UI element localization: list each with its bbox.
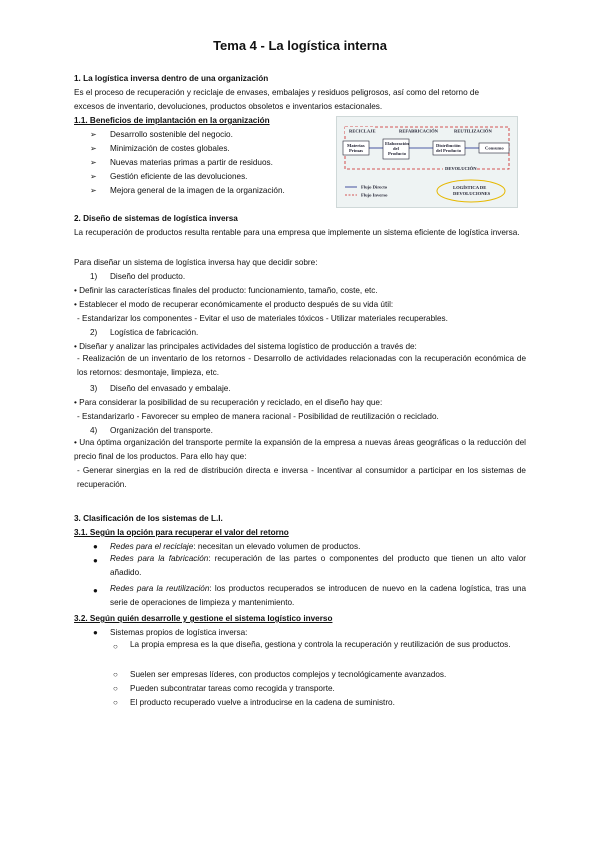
distribucion-label: Distribución <box>436 143 461 148</box>
section-1-heading: 1. La logística inversa dentro de una organización <box>74 74 269 83</box>
bullet-line: • Para considerar la posibilidad de su recuperación y reciclado, en el diseño hay que: <box>74 398 383 407</box>
sub-line: - Generar sinergias en la red de distribución directa e inversa - Incentivar al consumidor a participar en los sistemas de recuperación. <box>77 466 526 490</box>
consumo-label: Consumo <box>485 145 504 151</box>
arrow-bullet-icon: ➢ <box>90 172 97 181</box>
arrow-bullet-icon: ➢ <box>90 186 97 195</box>
section-1-para-line-2: excesos de inventario, devoluciones, productos obsoletos e inventarios estacionales. <box>74 102 383 111</box>
bullet-paragraph: • Una óptima organización del transporte permite la expansión de la empresa a nuevas áreas geográficas o la reducción del precio final de los productos. Para ello hay que: <box>74 438 526 462</box>
bullet-dot-icon: ● <box>93 628 98 637</box>
system-item: Sistemas propios de logística inversa: <box>110 628 248 637</box>
reutilizacion-label: REUTILIZACIÓN <box>454 128 492 134</box>
del-label: del <box>393 146 399 151</box>
legend-reverse: Flujo Inverso <box>361 192 388 198</box>
bullet-line: • Establecer el modo de recuperar económicamente el producto después de su vida útil: <box>74 300 394 309</box>
list-number: 1) <box>90 272 98 281</box>
sub-line: - Estandarizar los componentes - Evitar el uso de materiales tóxicos - Utilizar materiales recuperables. <box>77 314 448 323</box>
section-2-para-1: La recuperación de productos resulta rentable para una empresa que implemente un sistema eficiente de logística inversa. <box>74 228 520 237</box>
arrow-bullet-icon: ➢ <box>90 158 97 167</box>
section-2-heading: 2. Diseño de sistemas de logística inversa <box>74 214 238 223</box>
benefit-item: Gestión eficiente de las devoluciones. <box>110 172 248 181</box>
system-subitem: Pueden subcontratar tareas como recogida y transporte. <box>130 684 335 693</box>
sub-line: - Realización de un inventario de los retornos - Desarrollo de actividades relacionadas con la recuperación económica de los retornos: desmontaje, limpieza, etc. <box>77 354 526 378</box>
arrow-bullet-icon: ➢ <box>90 130 97 139</box>
reciclaje-label: RECICLAJE <box>349 128 376 134</box>
benefit-item: Nuevas materias primas a partir de residuos. <box>110 158 273 167</box>
refabricacion-label: REFABRICACIÓN <box>399 128 438 134</box>
section-2-para-2: Para diseñar un sistema de logística inversa hay que decidir sobre: <box>74 258 318 267</box>
benefit-item: Minimización de costes globales. <box>110 144 230 153</box>
reverse-logistics-diagram <box>336 116 518 208</box>
devoluciones-label: DEVOLUCIONES <box>453 191 491 196</box>
legend-direct: Flujo Directo <box>361 184 388 190</box>
del-producto-label: del Producto <box>436 148 462 153</box>
network-item: Redes para la fabricación: recuperación de las partes o componentes del producto que tienen un alto valor añadido. <box>110 554 526 578</box>
list-item-title: Organización del transporte. <box>110 426 213 435</box>
network-item: Redes para la reutilización: los productos recuperados se introducen de nuevo en la cadena logística, tras una serie de operaciones de limpieza y mantenimiento. <box>110 584 526 608</box>
list-number: 3) <box>90 384 98 393</box>
circle-bullet-icon: ○ <box>113 698 118 707</box>
arrow-bullet-icon: ➢ <box>90 144 97 153</box>
bullet-dot-icon: ● <box>93 542 98 551</box>
list-item-title: Logística de fabricación. <box>110 328 199 337</box>
materias-label: Materias <box>347 143 365 148</box>
circle-bullet-icon: ○ <box>113 670 118 679</box>
circle-bullet-icon: ○ <box>113 642 118 651</box>
primas-label: Primas <box>349 148 364 153</box>
circle-bullet-icon: ○ <box>113 684 118 693</box>
section-1-para-line-1: Es el proceso de recuperación y reciclaje de envases, embalajes y residuos peligrosos, así como del retorno de <box>74 88 480 97</box>
section-3-heading: 3. Clasificación de los sistemas de L.I. <box>74 514 223 523</box>
system-subitem: El producto recuperado vuelve a introducirse en la cadena de suministro. <box>130 698 395 707</box>
network-item: Redes para el reciclaje: necesitan un elevado volumen de productos. <box>110 542 361 551</box>
logistica-label: LOGÍSTICA DE <box>453 185 487 190</box>
subsection-3-2-heading: 3.2. Según quién desarrolle y gestione el sistema logístico inverso <box>74 614 333 623</box>
benefit-item: Mejora general de la imagen de la organización. <box>110 186 285 195</box>
elaboracion-label: Elaboración <box>385 141 409 146</box>
list-item-title: Diseño del envasado y embalaje. <box>110 384 231 393</box>
bullet-dot-icon: ● <box>93 556 98 565</box>
list-item-title: Diseño del producto. <box>110 272 186 281</box>
system-subitem: La propia empresa es la que diseña, gestiona y controla la recuperación y reutilización de sus productos. <box>130 640 511 649</box>
devolucion-label: DEVOLUCIÓN <box>445 166 477 171</box>
subsection-1-1-heading: 1.1. Beneficios de implantación en la organización <box>74 116 270 125</box>
list-number: 2) <box>90 328 98 337</box>
bullet-line: • Definir las características finales del producto: funcionamiento, tamaño, coste, etc. <box>74 286 378 295</box>
benefit-item: Desarrollo sostenible del negocio. <box>110 130 233 139</box>
bullet-dot-icon: ● <box>93 586 98 595</box>
list-number: 4) <box>90 426 98 435</box>
producto-label: Producto <box>388 151 407 156</box>
subsection-3-1-heading: 3.1. Según la opción para recuperar el valor del retorno <box>74 528 289 537</box>
sub-line: - Estandarizarlo - Favorecer su empleo de manera racional - Posibilidad de reutilización o reciclado. <box>77 412 439 421</box>
system-subitem: Suelen ser empresas líderes, con productos complejos y tecnológicamente avanzados. <box>130 670 447 679</box>
page-title: Tema 4 - La logística interna <box>213 38 387 53</box>
bullet-line: • Diseñar y analizar las principales actividades del sistema logístico de producción a través de: <box>74 342 417 351</box>
